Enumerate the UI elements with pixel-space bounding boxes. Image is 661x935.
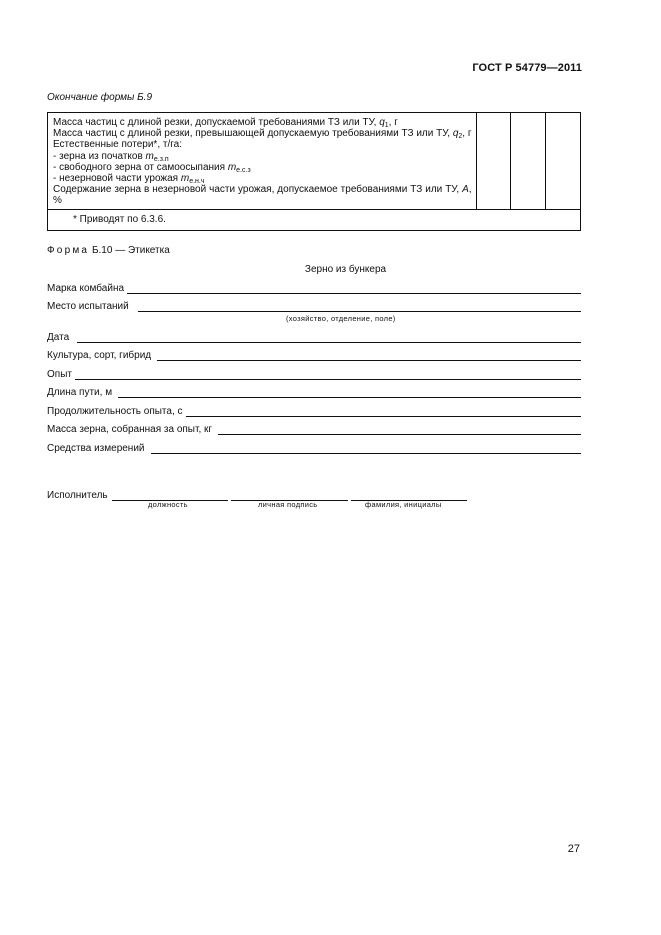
experiment-input[interactable] bbox=[75, 370, 581, 380]
row-m-ench: - незерновой части урожая $m_{е.н.ч}$ bbox=[53, 173, 205, 186]
form-b10-title: Форма Б.10 — Этикетка bbox=[47, 245, 170, 256]
crop-input[interactable] bbox=[157, 351, 581, 361]
position-hint: должность bbox=[148, 500, 188, 509]
field-test-place: Место испытаний bbox=[47, 298, 581, 312]
label-subtitle: Зерно из бункера bbox=[304, 264, 387, 275]
row-m-ezp: - зерна из початков $m_{е.з.п}$ bbox=[53, 150, 169, 163]
measuring-tools-input[interactable] bbox=[151, 444, 581, 454]
signature-hint: личная подпись bbox=[258, 500, 318, 509]
field-experiment: Опыт bbox=[47, 366, 581, 380]
row-q2: Масса частиц с длиной резки, превышающей допускаемую требованиями ТЗ или ТУ, $q_2$, г bbox=[53, 128, 472, 141]
field-date: Дата bbox=[47, 329, 581, 343]
value-cell-3[interactable] bbox=[546, 113, 581, 210]
footnote: * Приводят по 6.3.6. bbox=[48, 209, 581, 230]
grain-mass-input[interactable] bbox=[218, 425, 581, 435]
test-place-input[interactable] bbox=[138, 302, 581, 312]
executor-signature-row: Исполнитель bbox=[47, 487, 467, 501]
field-path-length: Длина пути, м bbox=[47, 384, 581, 398]
place-hint: (хозяйство, отделение, поле) bbox=[286, 314, 396, 323]
field-duration: Продолжительность опыта, с bbox=[47, 403, 581, 417]
row-q1: Масса частиц с длиной резки, допускаемой требованиями ТЗ или ТУ, $q_1$, г bbox=[53, 117, 398, 129]
row-grain-content: Содержание зерна в незерновой части урожая, допускаемое требованиями ТЗ или ТУ, А, % bbox=[53, 184, 472, 207]
form-b9-table bbox=[47, 112, 581, 231]
duration-input[interactable] bbox=[186, 407, 581, 417]
form-b9-rows bbox=[48, 113, 477, 210]
field-combine-brand: Марка комбайна bbox=[47, 280, 581, 294]
combine-brand-input[interactable] bbox=[127, 284, 581, 294]
form-b9-end-caption: Окончание формы Б.9 bbox=[47, 92, 153, 103]
date-input[interactable] bbox=[77, 333, 581, 343]
value-cell-2[interactable] bbox=[511, 113, 546, 210]
path-length-input[interactable] bbox=[118, 388, 581, 398]
row-natural-losses: Естественные потери*, т/га: bbox=[53, 139, 183, 151]
field-measuring-tools: Средства измерений bbox=[47, 440, 581, 454]
value-cell-1[interactable] bbox=[476, 113, 511, 210]
row-m-esz: - свободного зерна от самоосыпания $m_{е.с.з}$ bbox=[53, 161, 251, 174]
standard-number: ГОСТ Р 54779—2011 bbox=[472, 62, 582, 74]
field-crop: Культура, сорт, гибрид bbox=[47, 347, 581, 361]
page-number: 27 bbox=[567, 843, 580, 855]
full-name-hint: фамилия, инициалы bbox=[365, 500, 442, 509]
field-grain-mass: Масса зерна, собранная за опыт, кг bbox=[47, 421, 581, 435]
